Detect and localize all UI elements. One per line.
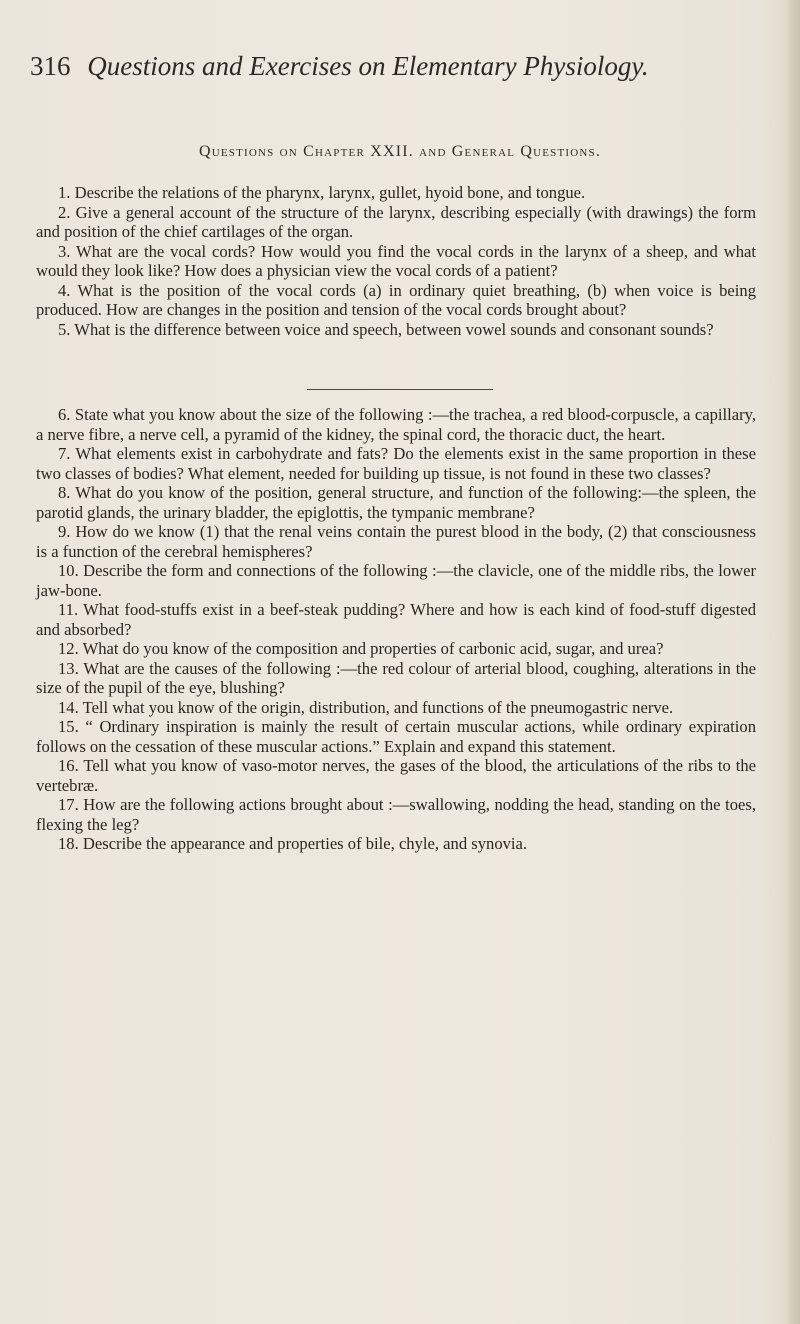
question-item: 3. What are the vocal cords? How would you find the vocal cords in the larynx of a sheep, and what would they look like? How does a physician view the vocal cords of a patient? <box>36 241 756 280</box>
page-edge-shadow <box>786 0 800 1324</box>
question-item: 17. How are the following actions brought about :—swallowing, nodding the head, standing on the toes, flexing the leg? <box>36 795 756 834</box>
question-item: 10. Describe the form and connections of the following :—the clavicle, one of the middle ribs, the lower jaw-bone. <box>36 561 756 600</box>
question-item: 8. What do you know of the position, general structure, and function of the following:—the spleen, the parotid glands, the urinary bladder, the epiglottis, the tympanic membrane? <box>36 483 756 522</box>
question-item: 18. Describe the appearance and properties of bile, chyle, and synovia. <box>58 834 528 853</box>
section-divider <box>307 389 493 390</box>
question-item: 15. “ Ordinary inspiration is mainly the result of certain muscular actions, while ordinary expiration follows on the cessation of these muscular actions.” Explain and expand this statement. <box>36 717 756 756</box>
section-title: Questions on Chapter XXII. and General Questions. <box>198 143 602 160</box>
question-item: 12. What do you know of the composition and properties of carbonic acid, sugar, and urea? <box>58 639 664 658</box>
question-item: 1. Describe the relations of the pharynx, larynx, gullet, hyoid bone, and tongue. <box>58 183 586 202</box>
question-item: 6. State what you know about the size of the following :—the trachea, a red blood-corpuscle, a capillary, a nerve fibre, a nerve cell, a pyramid of the kidney, the spinal cord, the thoracic duct, the heart. <box>36 405 756 444</box>
question-item: 4. What is the position of the vocal cords (a) in ordinary quiet breathing, (b) when voice is being produced. How are changes in the position and tension of the vocal cords brought about? <box>36 280 756 319</box>
running-header <box>30 50 770 82</box>
page-number: 316 <box>30 51 71 81</box>
question-item: 5. What is the difference between voice and speech, between vowel sounds and consonant sounds? <box>58 319 714 339</box>
question-item: 14. Tell what you know of the origin, distribution, and functions of the pneumogastric nerve. <box>58 697 674 717</box>
question-item: 11. What food-stuffs exist in a beef-steak pudding? Where and how is each kind of food-stuff digested and absorbed? <box>36 600 756 639</box>
question-item: 7. What elements exist in carbohydrate and fats? Do the elements exist in the same proportion in these two classes of bodies? What element, needed for building up tissue, is not found in these two classes? <box>36 444 756 483</box>
question-list-part-2 <box>36 405 756 854</box>
question-item: 13. What are the causes of the following :—the red colour of arterial blood, coughing, alterations in the size of the pupil of the eye, blushing? <box>36 658 756 697</box>
question-item: 9. How do we know (1) that the renal veins contain the purest blood in the body, (2) that consciousness is a function of the cerebral hemispheres? <box>36 522 756 561</box>
question-item: 16. Tell what you know of vaso-motor nerves, the gases of the blood, the articulations of the ribs to the vertebræ. <box>36 756 756 795</box>
question-list-part-1 <box>36 183 756 339</box>
question-item: 2. Give a general account of the structure of the larynx, describing especially (with drawings) the form and position of the chief cartilages of the organ. <box>36 202 756 241</box>
running-title: Questions and Exercises on Elementary Physiology. <box>87 51 649 81</box>
